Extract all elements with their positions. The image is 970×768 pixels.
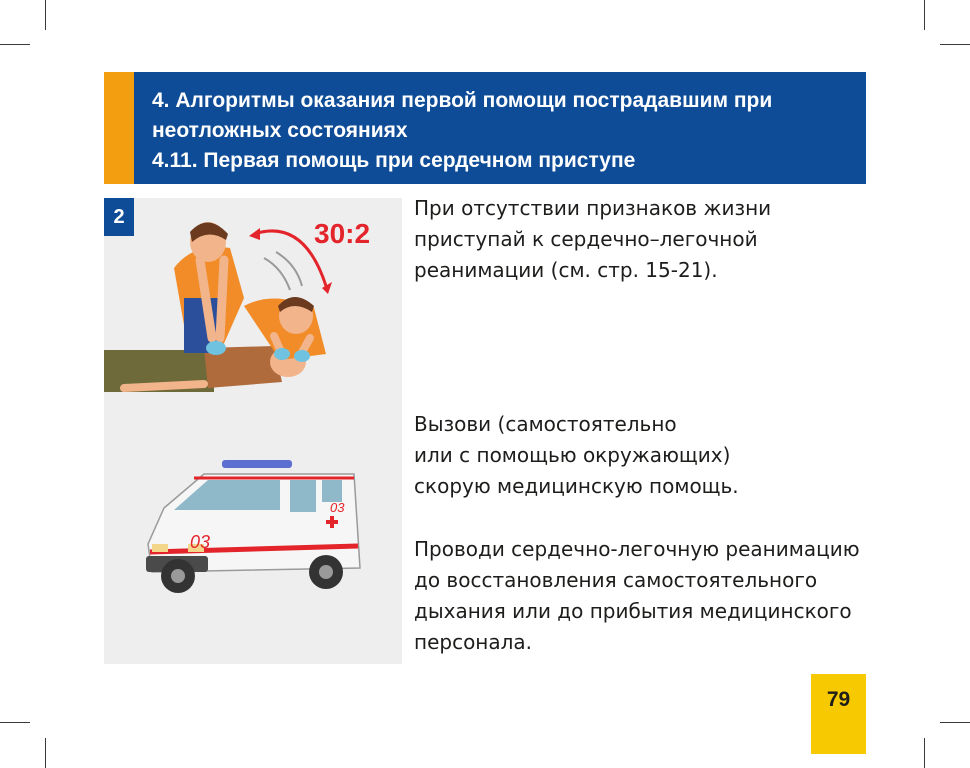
chapter-title-line-2: неотложных состояниях: [152, 119, 408, 142]
section-title: 4.11. Первая помощь при сердечном приступе: [152, 149, 636, 172]
crop-mark: [924, 738, 925, 768]
crop-mark: [924, 0, 925, 30]
ambulance-side-number: 03: [190, 532, 211, 552]
paragraph-line: приступай к сердечно–легочной: [414, 227, 758, 251]
crop-mark: [940, 44, 970, 45]
paragraph-line: скорую медицинскую помощь.: [414, 474, 739, 498]
ambulance-illustration: [104, 448, 402, 618]
paragraph-continue-cpr: [414, 534, 864, 658]
crop-mark: [0, 722, 30, 723]
paragraph-no-signs-of-life: [414, 193, 864, 286]
crop-mark: [940, 722, 970, 723]
ambulance-rear-number: 03: [330, 500, 345, 515]
paragraph-line: Вызови (самостоятельно: [414, 412, 677, 436]
paragraph-line: При отсутствии признаков жизни: [414, 196, 772, 220]
illustration-panel: [104, 198, 402, 664]
paragraph-line: или с помощью окружающих): [414, 443, 731, 467]
paragraph-line: персонала.: [414, 630, 533, 654]
chapter-title-line-1: 4. Алгоритмы оказания первой помощи пострадавшим при: [152, 89, 773, 112]
page-number-box: [811, 674, 866, 754]
section-header: [104, 72, 866, 184]
header-accent-bar: [104, 72, 134, 184]
paragraph-line: реанимации (см. стр. 15-21).: [414, 258, 718, 282]
compression-ratio-label: 30:2: [314, 218, 371, 249]
paragraph-line: дыхания или до прибытия медицинского: [414, 599, 852, 623]
step-number-badge: 2: [104, 198, 134, 236]
paragraph-line: до восстановления самостоятельного: [414, 568, 818, 592]
page-number: 79: [826, 688, 851, 711]
crop-mark: [45, 738, 46, 768]
paragraph-line: Проводи сердечно-легочную реанимацию: [414, 537, 860, 561]
header-title: [152, 86, 856, 176]
crop-mark: [45, 0, 46, 30]
paragraph-call-ambulance: [414, 409, 864, 502]
crop-mark: [0, 44, 30, 45]
